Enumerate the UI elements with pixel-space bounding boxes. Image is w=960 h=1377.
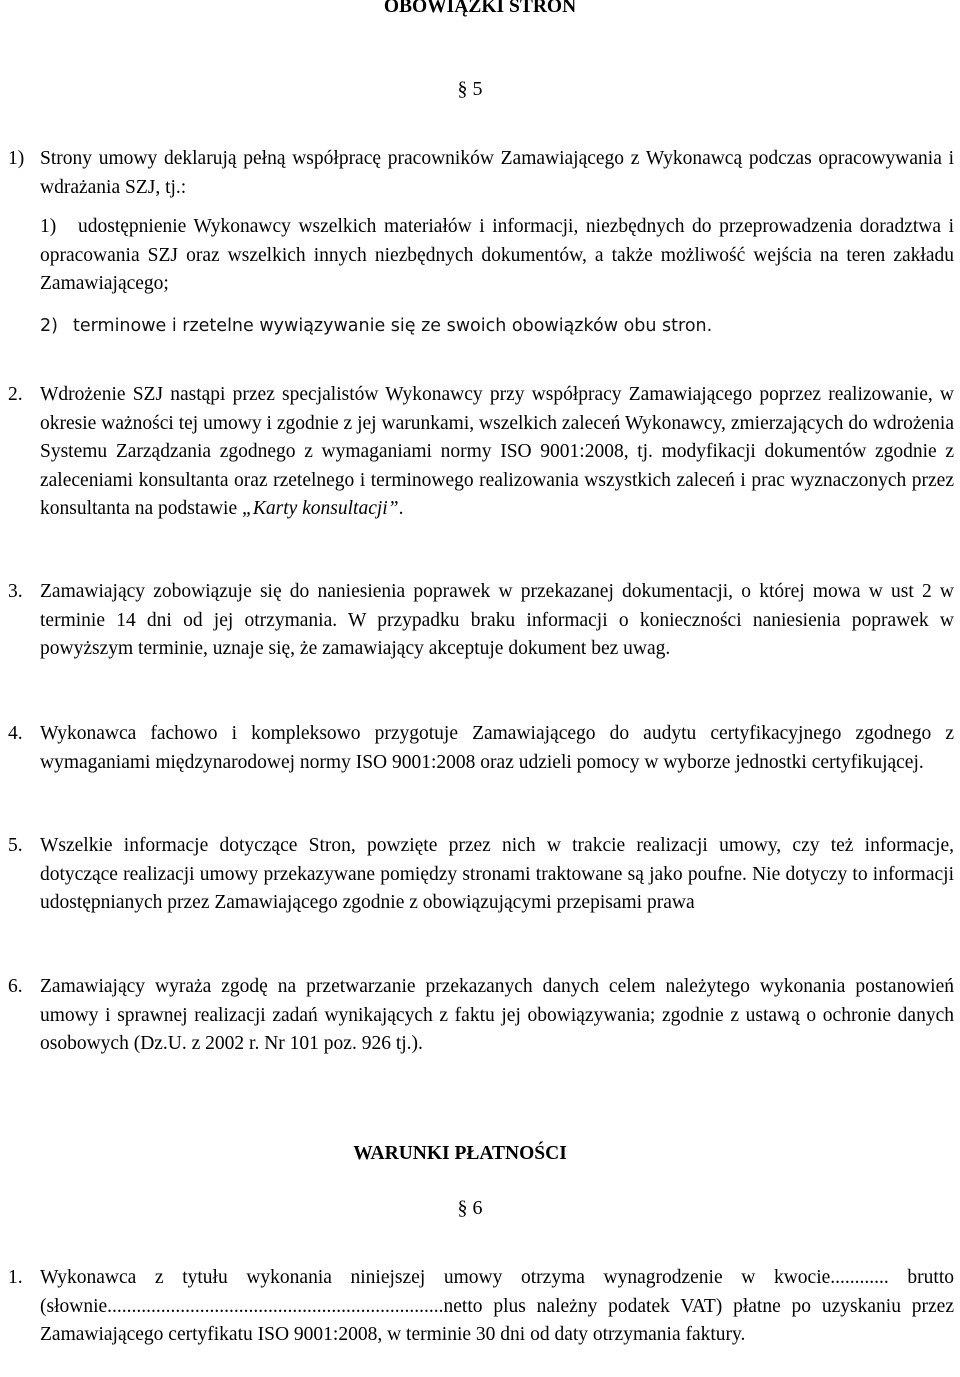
item-text-main: Wdrożenie SZJ nastąpi przez specjalistów Wykonawcy przy współpracy Zamawiającego poprzez realizowanie, w okresie ważności tej umowy i zgodnie z jej warunkami, wszelkich zaleceń Wykonawcy, zmierzających do wdrożenia Systemu Zarządzania zgodnego z wymaganiami normy ISO 9001:2008, tj. modyfikacji dokumentów zgodnie z zaleceniami konsultanta oraz rzetelnego i terminowego realizowania wszystkich zaleceń i prac wyznaczonych przez konsultanta na podstawie xyxy=(40,384,954,520)
item-text-italic: „Karty konsultacji” xyxy=(242,498,399,520)
item-number: 2. xyxy=(8,384,23,405)
obligation-item-4 xyxy=(8,720,954,777)
paragraph-number: 6 xyxy=(472,1197,483,1219)
item-number: 4. xyxy=(8,723,23,744)
item-text: Zamawiający wyraża zgodę na przetwarzanie przekazanych danych celem należytego wykonania postanowień umowy i sprawnej realizacji zadań wynikających z faktu jej obowiązywania; zgodnie z ustawą o ochronie danych osobowych (Dz.U. z 2002 r. Nr 101 poz. 926 tj.). xyxy=(40,976,954,1055)
payment-item-1 xyxy=(8,1264,954,1350)
obligation-item-5 xyxy=(8,832,954,918)
obligation-item-6 xyxy=(8,973,954,1059)
item-text: Strony umowy deklarują pełną współpracę pracowników Zamawiającego z Wykonawcą podczas opracowywania i wdrażania SZJ, tj.: xyxy=(40,148,954,198)
obligation-item-1 xyxy=(8,145,954,202)
obligation-item-2 xyxy=(8,381,954,524)
item-number: 1. xyxy=(8,1267,23,1288)
subitem-number: 1) xyxy=(40,216,57,237)
obligation-subitem-2 xyxy=(40,314,954,339)
paragraph-sign-6: § 6 xyxy=(457,1197,483,1219)
item-text: Wykonawca z tytułu wykonania niniejszej umowy otrzyma wynagrodzenie w kwocie............ brutto (słownie.....................................................................netto plus należny podatek VAT) płatne po uzyskaniu przez Zamawiającego certyfikatu ISO 9001:2008, w terminie 30 dni od daty otrzymania faktury. xyxy=(40,1267,954,1346)
section-title-obligations: OBOWIĄZKI STRON xyxy=(383,0,577,17)
subitem-text: terminowe i rzetelne wywiązywanie się ze swoich obowiązków obu stron. xyxy=(73,316,713,336)
obligation-item-3 xyxy=(8,578,954,664)
paragraph-sign-5: § 5 xyxy=(457,78,483,100)
paragraph-number: 5 xyxy=(472,78,483,100)
item-text xyxy=(40,381,954,524)
item-number: 6. xyxy=(8,976,23,997)
item-text-end: . xyxy=(398,498,404,520)
item-text: Wszelkie informacje dotyczące Stron, powzięte przez nich w trakcie realizacji umowy, czy też informacje, dotyczące realizacji umowy przekazywane pomiędzy stronami traktowane są jako poufne. Nie dotyczy to informacji udostępnianych przez Zamawiającego zgodnie z obowiązującymi przepisami prawa xyxy=(40,835,954,914)
item-number: 1) xyxy=(8,148,25,169)
obligation-subitem-1 xyxy=(8,213,954,299)
section-title-payment: WARUNKI PŁATNOŚCI xyxy=(353,1143,567,1164)
item-number: 5. xyxy=(8,835,23,856)
item-number: 3. xyxy=(8,581,23,602)
subitem-text: udostępnienie Wykonawcy wszelkich materiałów i informacji, niezbędnych do przeprowadzenia doradztwa i opracowania SZJ oraz wszelkich innych niezbędnych dokumentów, a także możliwość wejścia na teren zakładu Zamawiającego; xyxy=(40,216,954,295)
item-text: Zamawiający zobowiązuje się do naniesienia poprawek w przekazanej dokumentacji, o której mowa w ust 2 w terminie 14 dni od jej otrzymania. W przypadku braku informacji o konieczności naniesienia poprawek w powyższym terminie, uznaje się, że zamawiający akceptuje dokument bez uwag. xyxy=(40,581,954,660)
item-text: Wykonawca fachowo i kompleksowo przygotuje Zamawiającego do audytu certyfikacyjnego zgodnego z wymaganiami międzynarodowej normy ISO 9001:2008 oraz udzieli pomocy w wyborze jednostki certyfikującej. xyxy=(40,723,954,773)
subitem-number: 2) xyxy=(40,316,58,336)
